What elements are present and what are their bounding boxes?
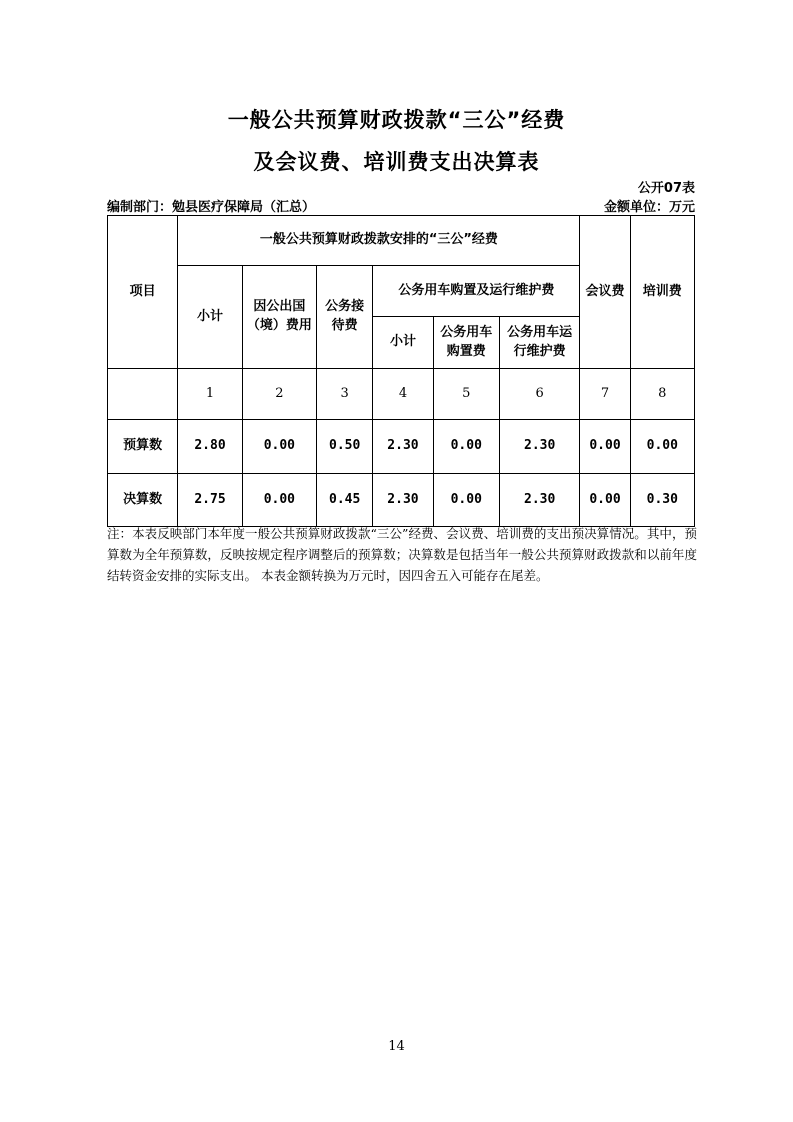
col-number: 1	[178, 369, 242, 420]
header-subtotal: 小计	[178, 266, 242, 369]
header-abroad-text: 因公出国（境）费用	[246, 299, 312, 333]
header-three-expenses: 一般公共预算财政拨款安排的“三公”经费	[178, 216, 580, 266]
value-cell: 2.30	[499, 420, 579, 474]
department-label: 编制部门：勉县医疗保障局（汇总）	[107, 200, 316, 215]
header-training: 培训费	[630, 216, 694, 369]
table-row-actual	[108, 474, 695, 527]
header-item: 项目	[108, 216, 178, 369]
value-cell: 2.30	[499, 474, 579, 527]
value-cell: 0.00	[433, 420, 499, 474]
value-cell: 0.00	[242, 474, 316, 527]
col-number: 7	[580, 369, 630, 420]
header-vehicle-purchase-text: 公务用车购置费	[440, 324, 493, 359]
value-cell: 2.30	[373, 420, 433, 474]
expenditure-table	[107, 215, 695, 527]
header-vehicle-operation	[499, 317, 579, 369]
value-cell: 2.75	[178, 474, 242, 527]
col-number: 6	[499, 369, 579, 420]
value-cell: 2.80	[178, 420, 242, 474]
page-subtitle: 及会议费、培训费支出决算表	[253, 150, 540, 174]
col-number: 2	[242, 369, 316, 420]
value-cell: 0.00	[433, 474, 499, 527]
header-reception	[317, 266, 373, 369]
col-number: 4	[373, 369, 433, 420]
value-cell: 0.00	[580, 474, 630, 527]
header-vehicle-purchase	[433, 317, 499, 369]
header-vehicle-operation-text: 公务用车运行维护费	[507, 324, 573, 359]
page-title: 一般公共预算财政拨款“三公”经费	[227, 108, 566, 132]
table-number: 公开07表	[637, 181, 695, 196]
header-meeting: 会议费	[580, 216, 630, 369]
value-cell: 0.50	[317, 420, 373, 474]
value-cell: 0.30	[630, 474, 694, 527]
page-number: 14	[388, 1039, 405, 1054]
amount-unit-label: 金额单位：万元	[603, 200, 695, 215]
index-blank-cell	[108, 369, 178, 420]
col-number: 8	[630, 369, 694, 420]
value-cell: 0.00	[242, 420, 316, 474]
row-label: 预算数	[108, 420, 178, 474]
table-row-budget	[108, 420, 695, 474]
header-abroad	[242, 266, 316, 369]
header-vehicle-subtotal: 小计	[373, 317, 433, 369]
value-cell: 0.45	[317, 474, 373, 527]
table-note: 注：本表反映部门本年度一般公共预算财政拨款“三公”经费、会议费、培训费的支出预决算情况。其中，预算数为全年预算数，反映按规定程序调整后的预算数；决算数是包括当年一般公共预算财政拨款和以前年度结转资金安排的实际支出。 本表金额转换为万元时，因四舍五入可能存在尾差。	[107, 526, 697, 583]
value-cell: 2.30	[373, 474, 433, 527]
col-number: 3	[317, 369, 373, 420]
header-vehicle-group: 公务用车购置及运行维护费	[373, 266, 580, 317]
col-number: 5	[433, 369, 499, 420]
row-label: 决算数	[108, 474, 178, 527]
value-cell: 0.00	[630, 420, 694, 474]
header-reception-text: 公务接待费	[325, 299, 365, 333]
value-cell: 0.00	[580, 420, 630, 474]
